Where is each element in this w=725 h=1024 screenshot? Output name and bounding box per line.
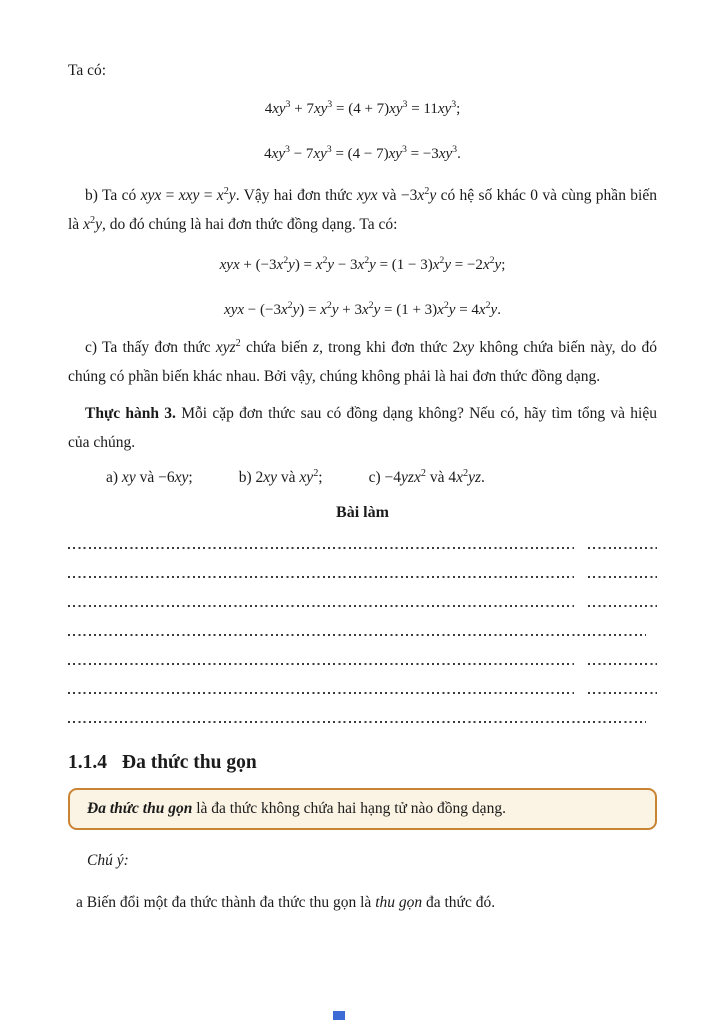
answer-lines — [68, 547, 657, 723]
practice-paragraph: Thực hành 3. Mỗi cặp đơn thức sau có đồng dạng không? Nếu có, hãy tìm tổng và hiệu của chúng. — [68, 405, 657, 451]
display-equation-4: xyx − $(-3x^2y) = x^2y + 3x^2y = (1 + 3)x^2y = 4x^2y$. — [224, 300, 501, 318]
answer-line-tail-segment — [588, 605, 657, 607]
practice-item-c: c) −4yzx$^2$ và $4x^2yz$. — [368, 467, 485, 486]
answer-line-segment — [68, 576, 574, 578]
paragraph-c: c) Ta thấy đơn thức xyz$^2$ chứa biến z, trong khi đơn thức 2xy không chứa biến này, do đó chúng có phần biến khác nhau. Bởi vậy, chúng không phải là hai đơn thức đồng dạng. — [68, 337, 657, 385]
note-label: Chú ý: — [87, 852, 129, 869]
intro-text: Ta có: — [68, 62, 107, 79]
display-equation-1: $4xy^3 + 7xy^3 = (4 + 7)xy^3 = 11xy^3$; — [264, 99, 461, 117]
answer-line-segment — [68, 692, 574, 694]
answer-line-segment — [68, 605, 574, 607]
answer-line-segment — [68, 634, 646, 636]
answer-line-segment — [68, 663, 574, 665]
answers-heading: Bài làm — [336, 504, 389, 521]
answer-line — [68, 576, 657, 578]
section-heading — [68, 750, 657, 776]
display-equation-2: $4xy^3 - 7xy^3 = (4 - 7)xy^3 = -3xy^3$. — [264, 144, 461, 162]
answer-line — [68, 692, 657, 694]
answer-line-tail-segment — [588, 663, 657, 665]
note-item: a Biến đổi một đa thức thành đa thức thu gọn là thu gọn đa thức đó. — [76, 894, 496, 911]
display-equation-3: xyx + $(-3x^2y) = x^2y - 3x^2y = (1 - 3)x^2y = -2x^2y$; — [219, 255, 506, 273]
blue-marker — [333, 1011, 345, 1020]
answer-line — [68, 663, 657, 665]
paragraph-b: b) Ta có xyx = xxy = $x^2y$. Vậy hai đơn thức xyx và $-3x^2y$ có hệ số khác 0 và cùng phần biến là $x^2y$, do đó chúng là hai đơn thức đồng dạng. Ta có: — [68, 185, 657, 233]
answer-line-tail-segment — [588, 547, 657, 549]
section-title: Đa thức thu gọn — [122, 752, 257, 773]
practice-item-a: a) xy và −6xy; — [106, 469, 193, 486]
answer-line-tail-segment — [588, 576, 657, 578]
answer-line — [68, 634, 657, 636]
answer-line-tail-segment — [588, 692, 657, 694]
answer-line-segment — [68, 721, 646, 723]
practice-items — [68, 467, 657, 489]
section-number: 1.1.4 — [68, 752, 107, 773]
answer-line-segment — [68, 547, 574, 549]
definition-text: Đa thức thu gọn là đa thức không chứa hai hạng tử nào đồng dạng. — [87, 800, 506, 817]
practice-item-b: b) 2xy và $xy^2$; — [238, 467, 323, 486]
answer-line — [68, 605, 657, 607]
answer-line — [68, 721, 657, 723]
answer-line — [68, 547, 657, 549]
definition-box — [68, 788, 657, 830]
